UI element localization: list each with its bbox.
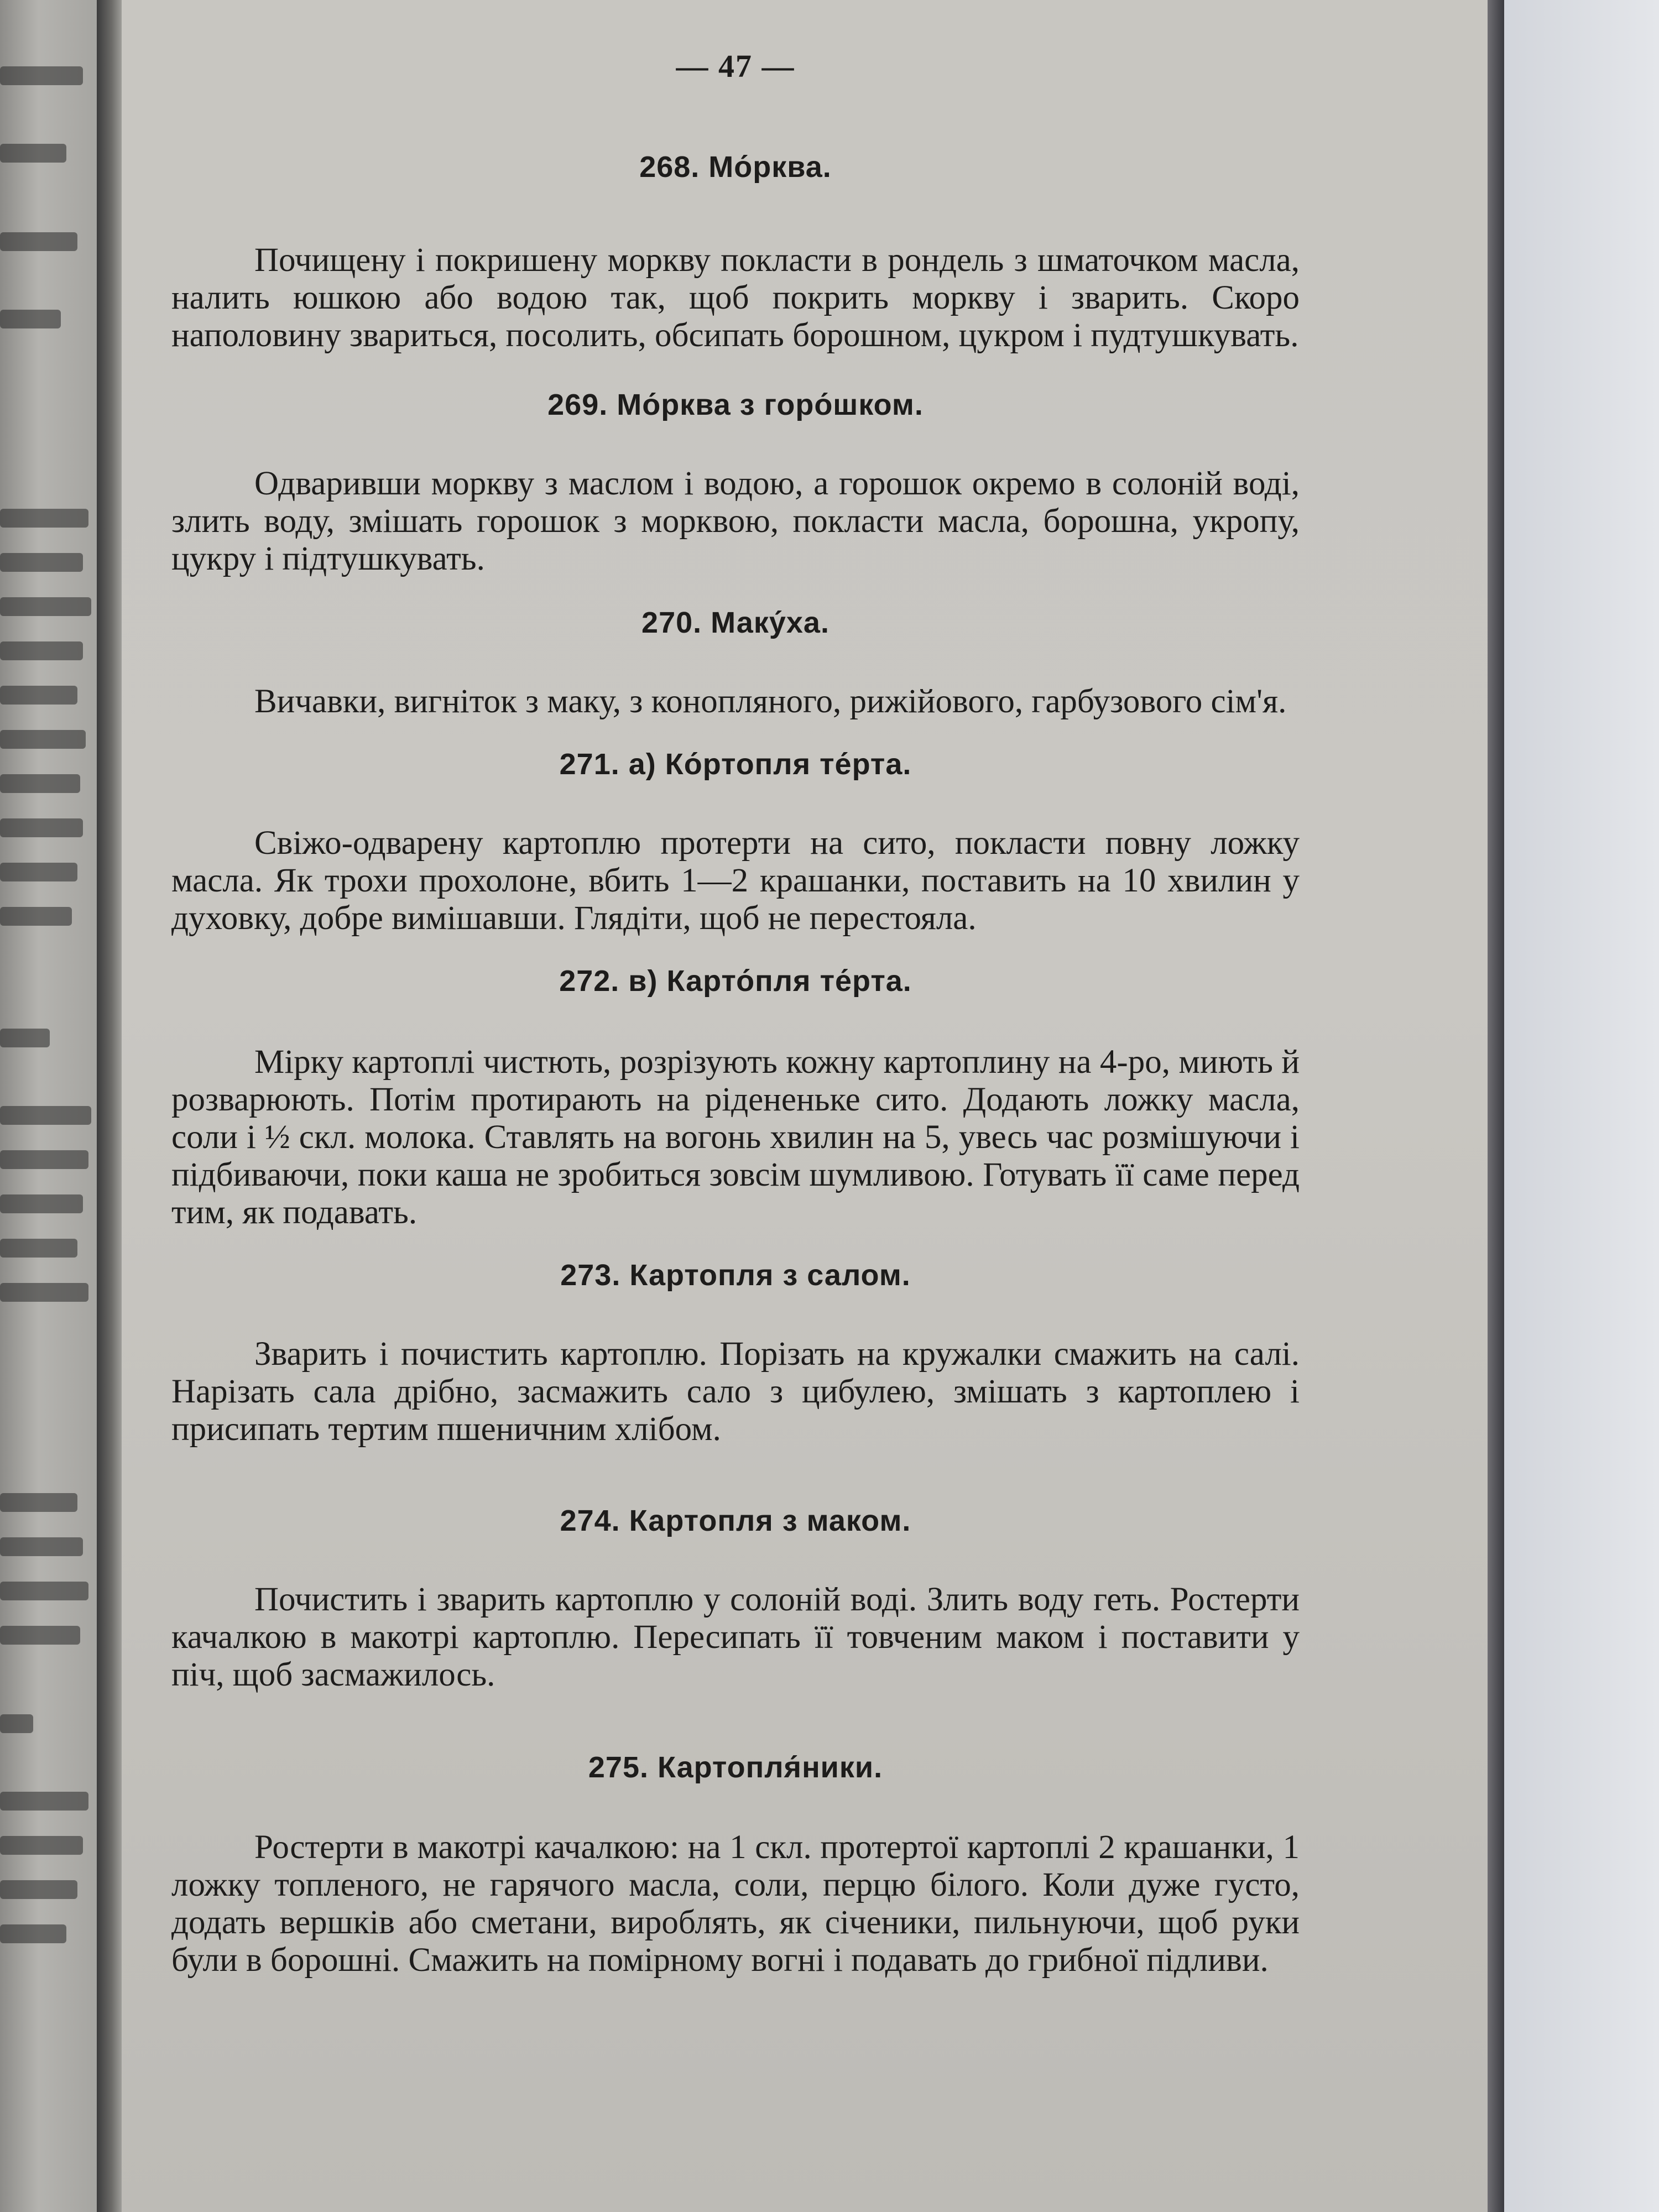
left-page-text-fragment xyxy=(0,774,80,793)
left-page-text-fragment xyxy=(0,1582,88,1600)
recipe-text: Почистить і зварить картоплю у солоній воді. Злить воду геть. Ростерти качалкою в макотрі картоплю. Пересипать її товченим маком і поставити у піч, щоб засмажилось. xyxy=(171,1581,1300,1693)
page-number: — 47 — xyxy=(676,48,795,84)
recipe-268 xyxy=(171,150,1300,354)
recipe-text: Ростерти в макотрі качалкою: на 1 скл. протертої картоплі 2 крашанки, 1 ложку топленого, не гарячого масла, соли, перцю білого. Коли дуже густо, додать вершків або сметани, вироблять, як січеники, пильнуючи, щоб руки були в борошні. Смажить на помірному вогні і подавать до грибної підливи. xyxy=(171,1829,1300,1979)
left-page-text-fragment xyxy=(0,1792,88,1811)
recipe-title: 271. а) Ко́ртопля те́рта. xyxy=(559,748,912,781)
recipe-title: 270. Маку́ха. xyxy=(641,606,830,639)
book-page xyxy=(122,0,1488,2212)
left-page-text-fragment xyxy=(0,509,88,528)
recipe-270 xyxy=(171,606,1300,721)
recipe-text: Одваривши моркву з маслом і водою, а горошок окремо в солоній воді, злить воду, змішать горошок з морквою, покласти масла, борошна, укропу, цукру і підтушкувать. xyxy=(171,465,1300,577)
recipe-275 xyxy=(171,1750,1300,1979)
page-content xyxy=(171,0,1300,1979)
recipe-274 xyxy=(171,1504,1300,1694)
left-page-text-fragment xyxy=(0,1714,33,1733)
recipe-text: Свіжо-одварену картоплю протерти на сито, покласти повну ложку масла. Як трохи прохолоне, вбить 1—2 крашанки, поставить на 10 хвилин у духовку, добре вимішавши. Глядіти, щоб не перестояла. xyxy=(171,825,1300,937)
left-page-text-fragment xyxy=(0,1283,88,1302)
recipe-text: Зварить і почистить картоплю. Порізать на кружалки смажить на салі. Нарізать сала дрібно, засмажить сало з цибулею, змішать з картоплею і присипать тертим пшеничним хлібом. xyxy=(171,1335,1300,1448)
left-page-text-fragment xyxy=(0,1626,80,1645)
left-page-text-fragment xyxy=(0,907,72,926)
left-page-text-fragment xyxy=(0,1924,66,1943)
left-page-text-fragment xyxy=(0,1029,50,1047)
left-page-text-fragment xyxy=(0,818,83,837)
left-page-text-fragment xyxy=(0,1537,83,1556)
left-page-text-fragment xyxy=(0,553,83,572)
left-page-text-fragment xyxy=(0,1880,77,1899)
recipe-271 xyxy=(171,747,1300,937)
left-page-text-fragment xyxy=(0,1106,91,1125)
recipe-title: 273. Картопля з салом. xyxy=(560,1259,911,1292)
left-page-text-fragment xyxy=(0,1836,83,1855)
recipe-title: 269. Мо́рква з горо́шком. xyxy=(547,388,924,421)
left-page-text-fragment xyxy=(0,730,86,749)
recipe-title: 275. Картопля́ники. xyxy=(588,1751,883,1784)
left-page-text-fragment xyxy=(0,66,83,85)
left-page-text-fragment xyxy=(0,597,91,616)
left-page-text-fragment xyxy=(0,144,66,163)
background-surface xyxy=(1504,0,1659,2212)
recipe-text: Почищену і покришену моркву покласти в рондель з шматочком масла, налить юшкою або водою так, щоб покрить моркву і зварить. Скоро наполовину звариться, посолить, обсипать борошном, цукром і пудтушкувать. xyxy=(171,242,1300,354)
recipe-title: 274. Картопля з маком. xyxy=(560,1504,911,1537)
book-gutter xyxy=(97,0,122,2212)
left-page-text-fragment xyxy=(0,686,77,705)
book-cover-edge xyxy=(1488,0,1504,2212)
left-page-edge xyxy=(0,0,97,2212)
recipe-title: 268. Мо́рква. xyxy=(639,150,832,184)
left-page-text-fragment xyxy=(0,310,61,328)
left-page-text-fragment xyxy=(0,1239,77,1258)
left-page-text-fragment xyxy=(0,1493,77,1512)
left-page-text-fragment xyxy=(0,1194,83,1213)
left-page-text-fragment xyxy=(0,232,77,251)
recipe-title: 272. в) Карто́пля те́рта. xyxy=(559,964,912,998)
recipe-272 xyxy=(171,964,1300,1232)
left-page-text-fragment xyxy=(0,641,83,660)
recipe-273 xyxy=(171,1258,1300,1448)
recipe-text: Вичавки, вигніток з маку, з конопляного, рижійового, гарбузового сім'я. xyxy=(254,683,1287,720)
recipe-269 xyxy=(171,388,1300,578)
left-page-text-fragment xyxy=(0,1150,88,1169)
recipe-text: Мірку картоплі чистють, розрізують кожну картоплину на 4-ро, миють й розварюють. Потім протирають на рідененьке сито. Додають ложку масла, соли і ½ скл. молока. Ставлять на вогонь хвилин на 5, увесь час розмішуючи і підбиваючи, поки каша не зробиться зовсім шумливою. Готувать її саме перед тим, як подавать. xyxy=(171,1044,1300,1231)
left-page-text-fragment xyxy=(0,863,77,881)
